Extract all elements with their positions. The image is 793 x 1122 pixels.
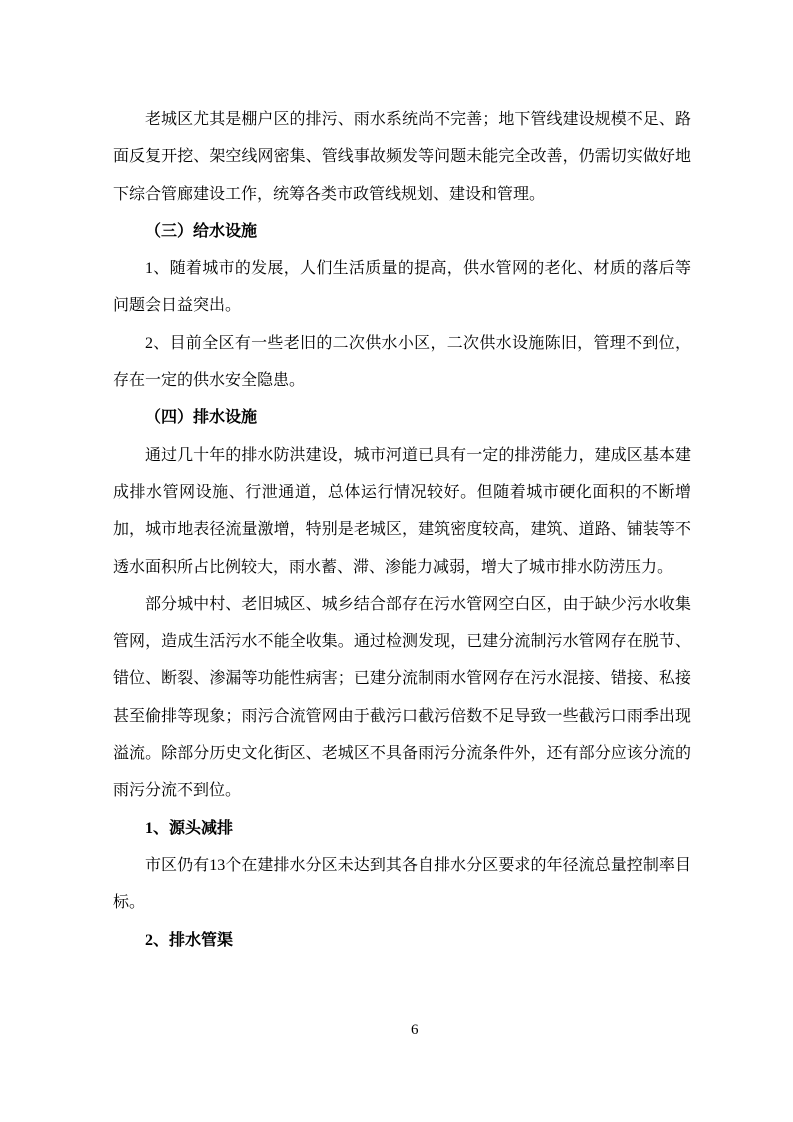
section-heading: （四）排水设施 (145, 409, 258, 427)
section-heading: 2、排水管渠 (145, 931, 234, 949)
body-paragraph: 部分城中村、老旧城区、城乡结合部存在污水管网空白区，由于缺少污水收集管网，造成生活污水不能全收集。通过检测发现，已建分流制污水管网存在脱节、错位、断裂、渗漏等功能性病害；已建分流制雨水管网存在污水混接、错接、私接甚至偷排等现象；雨污合流管网由于截污口截污倍数不足导致一些截污口雨季出现溢流。除部分历史文化街区、老城区不具备雨污分流条件外，还有部分应该分流的雨污分流不到位。 (113, 595, 691, 800)
section-heading: （三）给水设施 (145, 222, 258, 240)
body-paragraph: 1、随着城市的发展，人们生活质量的提高，供水管网的老化、材质的落后等问题会日益突出。 (113, 260, 691, 315)
body-paragraph: 2、目前全区有一些老旧的二次供水小区，二次供水设施陈旧，管理不到位，存在一定的供水安全隐患。 (113, 334, 691, 390)
document-body (113, 101, 691, 959)
page-number: 6 (411, 1022, 419, 1038)
body-paragraph: 老城区尤其是棚户区的排污、雨水系统尚不完善；地下管线建设规模不足、路面反复开挖、架空线网密集、管线事故频发等问题未能完全改善，仍需切实做好地下综合管廊建设工作，统筹各类市政管线规划、建设和管理。 (113, 111, 691, 203)
body-paragraph: 市区仍有13个在建排水分区未达到其各自排水分区要求的年径流总量控制率目标。 (113, 856, 691, 912)
section-heading: 1、源头减排 (145, 819, 234, 837)
body-paragraph: 通过几十年的排水防洪建设，城市河道已具有一定的排涝能力，建成区基本建成排水管网设施、行泄通道，总体运行情况较好。但随着城市硬化面积的不断增加，城市地表径流量激增，特别是老城区，建筑密度较高，建筑、道路、铺装等不透水面积所占比例较大，雨水蓄、滞、渗能力减弱，增大了城市排水防涝压力。 (113, 446, 691, 576)
